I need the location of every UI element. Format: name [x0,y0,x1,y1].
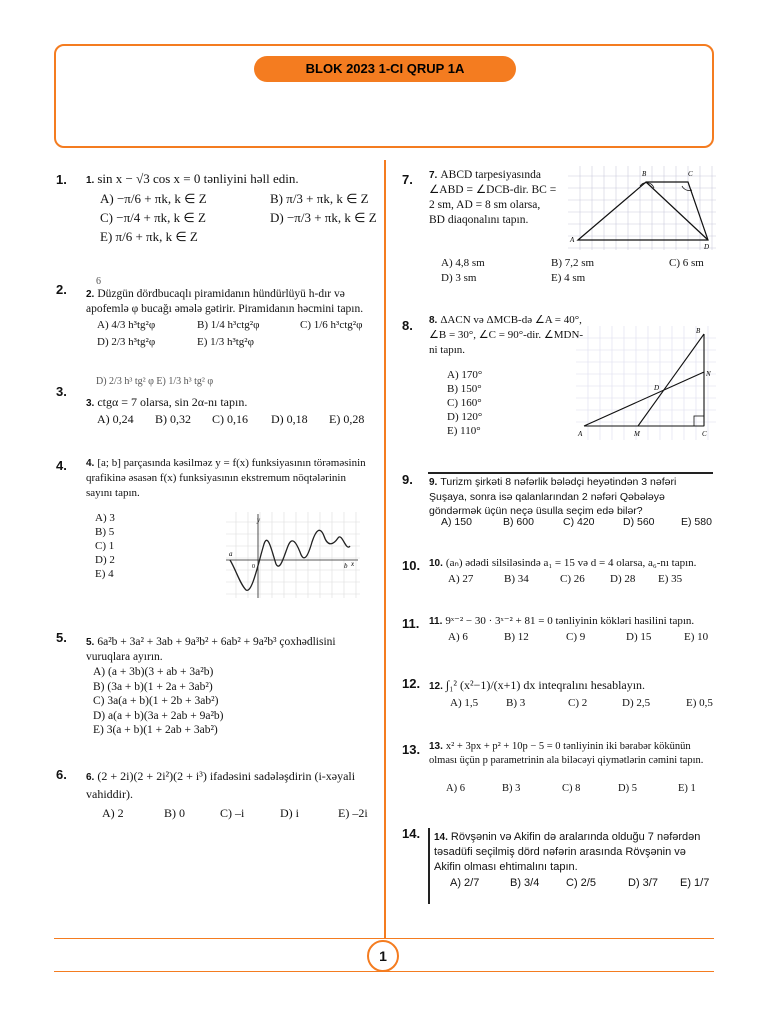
option-d[interactable]: D) 3/7 [628,877,658,889]
label-m: M [634,430,640,438]
option-c[interactable]: C) 3a(a + b)(1 + 2b + 3ab²) [93,695,219,707]
question-text: 5. 6a²b + 3a² + 3ab + 9a³b² + 6ab² + 9a²b³ çoxhədlisini vuruqlara ayırın. [86,636,336,663]
option-b[interactable]: B) 7,2 sm [551,257,595,269]
option-a[interactable]: A) 2 [102,806,124,820]
question-number: 2. [56,282,67,297]
option-a[interactable]: A) 6 [446,783,465,794]
option-e[interactable]: E) 4 sm [551,272,586,284]
option-c[interactable]: C) 1/6 h³ctg²φ [300,319,363,331]
option-e[interactable]: E) –2i [338,806,368,820]
option-b[interactable]: B) 0,32 [155,412,191,426]
option-d[interactable]: D) 2,5 [622,697,651,709]
option-d[interactable]: D) 3 sm [441,272,477,284]
clipped-text: 6 [96,276,101,287]
option-d[interactable]: D) 2/3 h³tg²φ [97,336,156,348]
question-number: 8. [402,318,413,333]
question-number: 12. [402,676,421,691]
question-text: 2. Düzgün dördbucaqlı piramidanın hündürlüyü h-dır və apofemlə φ bucağı əmələ gətirir. Piramidanın həcmini tapın. [86,288,364,315]
question-number: 10. [402,558,421,573]
x-label: x [351,560,355,568]
option-c[interactable]: C) 26 [560,573,585,585]
option-d[interactable]: D) i [280,806,299,820]
option-b[interactable]: B) 5 [95,526,115,538]
option-a[interactable]: A) 2/7 [450,877,480,889]
option-b[interactable]: B) 1/4 h³ctg²φ [197,319,260,331]
label-b: B [696,327,701,335]
option-e[interactable]: E) 3(a + b)(1 + 2ab + 3ab²) [93,724,218,736]
option-c[interactable]: C) 1 [95,540,115,552]
question-text: 8. ΔACN və ΔMCB-də ∠A = 40°, ∠B = 30°, ∠C = 90°-dir. ∠MDN-ni tapın. [429,314,584,356]
option-e[interactable]: E) 35 [658,573,683,585]
option-a[interactable]: A) −π/6 + πk, k ∈ Z [100,191,207,206]
question-number: 4. [56,458,67,473]
question-number: 1. [56,172,67,187]
question-number: 14. [402,826,421,841]
question-text: 13. x² + 3px + p² + 10p − 5 = 0 tənliyinin iki bərabər kökünün olması üçün p parametrinin ala biləcəyi qiymətlərin cəmini tapın. [429,741,704,766]
derivative-graph [226,512,360,598]
option-c[interactable]: C) 160° [447,397,482,409]
question-text: 9. Turizm şirkəti 8 nəfərlik bələdçi heyətindən 3 nəfəri Şuşaya, sonra isə qalanlarından 2 nəfəri Qəbələyə göndərmək üçün neçə üsulla seçim edə bilər? [429,476,677,517]
question-number: 13. [402,742,421,757]
block-title: BLOK 2023 1-CI QRUP 1A [254,56,516,82]
option-c[interactable]: C) −π/4 + πk, k ∈ Z [100,210,206,225]
b-label: b [344,562,348,570]
option-e[interactable]: E) 580 [681,516,712,528]
question-text: 7. ABCD tarpesiyasında ∠ABD = ∠DCB-dir. BC = 2 sm, AD = 8 sm olarsa, BD diaqonalını tapın. [429,169,557,226]
option-a[interactable]: A) 27 [448,573,474,585]
option-e[interactable]: E) π/6 + πk, k ∈ Z [100,229,198,244]
option-b[interactable]: B) 3/4 [510,877,540,889]
option-d[interactable]: D) a(a + b)(3a + 2ab + 9a²b) [93,709,224,722]
clipped-text: D) 2/3 h³ tg² φ E) 1/3 h³ tg² φ [96,376,214,387]
question-text: 14. Rövşənin və Akifin də aralarında olduğu 7 nəfərdən təsadüfi seçilmiş dörd nəfərin arasında Rövşənin və Akifin olması ehtimalını tapın. [434,831,701,873]
option-b[interactable]: B) 150° [447,383,482,395]
option-d[interactable]: D) 5 [618,783,637,794]
y-label: y [257,516,261,524]
option-b[interactable]: B) 3 [506,697,526,709]
origin-label: 0 [252,564,255,570]
option-e[interactable]: E) 110° [447,425,481,437]
option-d[interactable]: D) 2 [95,554,115,566]
option-c[interactable]: C) 2/5 [566,877,596,889]
option-b[interactable]: B) 34 [504,573,529,585]
question-number: 11. [402,616,420,631]
separator-line [428,472,713,474]
question-number: 9. [402,472,413,487]
option-d[interactable]: D) 15 [626,631,652,643]
option-d[interactable]: D) 0,18 [271,412,308,426]
option-a[interactable]: A) 3 [95,512,115,524]
option-c[interactable]: C) 9 [566,631,586,643]
left-rule [428,828,430,904]
option-a[interactable]: A) 4,8 sm [441,257,485,269]
option-c[interactable]: C) 8 [562,783,581,794]
question-number: 6. [56,767,67,782]
option-d[interactable]: D) 120° [447,411,483,423]
option-c[interactable]: C) –i [220,806,245,820]
option-a[interactable]: A) (a + 3b)(3 + ab + 3a²b) [93,666,214,678]
trapezoid-figure [568,166,716,250]
option-b[interactable]: B) π/3 + πk, k ∈ Z [270,191,369,206]
label-b: B [642,170,647,178]
triangles-figure [576,326,716,440]
column-divider [384,160,386,938]
question-number: 7. [402,172,413,187]
diagonal-bd [646,182,708,240]
option-e[interactable]: E) 1/3 h³tg²φ [197,336,254,348]
question-number: 5. [56,630,67,645]
question-number: 3. [56,384,67,399]
label-n: N [706,370,711,378]
option-b[interactable]: B) 600 [503,516,534,528]
label-a: A [570,236,575,244]
option-e[interactable]: E) 1 [678,783,696,794]
label-d: D [704,243,710,250]
question-text: 1. sin x − √3 cos x = 0 tənliyini həll edin. [86,171,299,186]
option-d[interactable]: D) 560 [623,516,655,528]
question-text: 3. ctgα = 7 olarsa, sin 2α-nı tapın. [86,395,248,409]
label-c: C [688,170,693,178]
option-d[interactable]: D) −π/3 + πk, k ∈ Z [270,210,377,225]
question-text: 12. ∫₁² (x²−1)/(x+1) dx inteqralını hesablayın. [429,678,646,692]
option-a[interactable]: A) 0,24 [97,412,134,426]
question-text: 6. (2 + 2i)(2 + 2i²)(2 + i³) ifadəsini sadələşdirin (i-xəyali vahiddir). [86,769,356,801]
option-b[interactable]: B) (3a + b)(1 + 2a + 3ab²) [93,680,213,693]
footer-line-top [54,938,714,939]
option-c[interactable]: C) 0,16 [212,412,248,426]
question-text: 4. [a; b] parçasında kəsilməz y = f(x) funksiyasının törəməsinin qrafikinə əsasən f(x) funksiyasının ekstremum nöqtələrinin sayını tapın. [86,457,366,499]
label-a: A [578,430,583,438]
option-d[interactable]: D) 28 [610,573,636,585]
page-number: 1 [367,940,399,972]
option-a[interactable]: A) 1,5 [450,697,479,709]
option-e[interactable]: E) 0,5 [686,697,713,709]
question-text: 11. 9ˣ⁻² − 30 · 3ˣ⁻² + 81 = 0 tənliyinin kökləri hasilini tapın. [429,615,695,627]
option-a[interactable]: A) 6 [448,631,468,643]
label-d: D [654,384,660,392]
option-e[interactable]: E) 10 [684,631,709,643]
option-a[interactable]: A) 4/3 h³tg²φ [97,319,156,331]
option-a[interactable]: A) 150 [441,516,472,528]
option-a[interactable]: A) 170° [447,369,483,381]
option-c[interactable]: C) 2 [568,697,588,709]
option-e[interactable]: E) 4 [95,568,114,580]
option-b[interactable]: B) 3 [502,783,521,794]
option-c[interactable]: C) 6 sm [669,257,704,269]
option-c[interactable]: C) 420 [563,516,595,528]
label-c: C [702,430,707,438]
option-e[interactable]: E) 1/7 [680,877,710,889]
option-e[interactable]: E) 0,28 [329,412,365,426]
option-b[interactable]: B) 12 [504,631,529,643]
option-b[interactable]: B) 0 [164,806,185,820]
a-label: a [229,550,233,558]
question-text: 10. (aₙ) ədədi silsiləsində a₁ = 15 və d = 4 olarsa, a₆-nı tapın. [429,557,697,569]
